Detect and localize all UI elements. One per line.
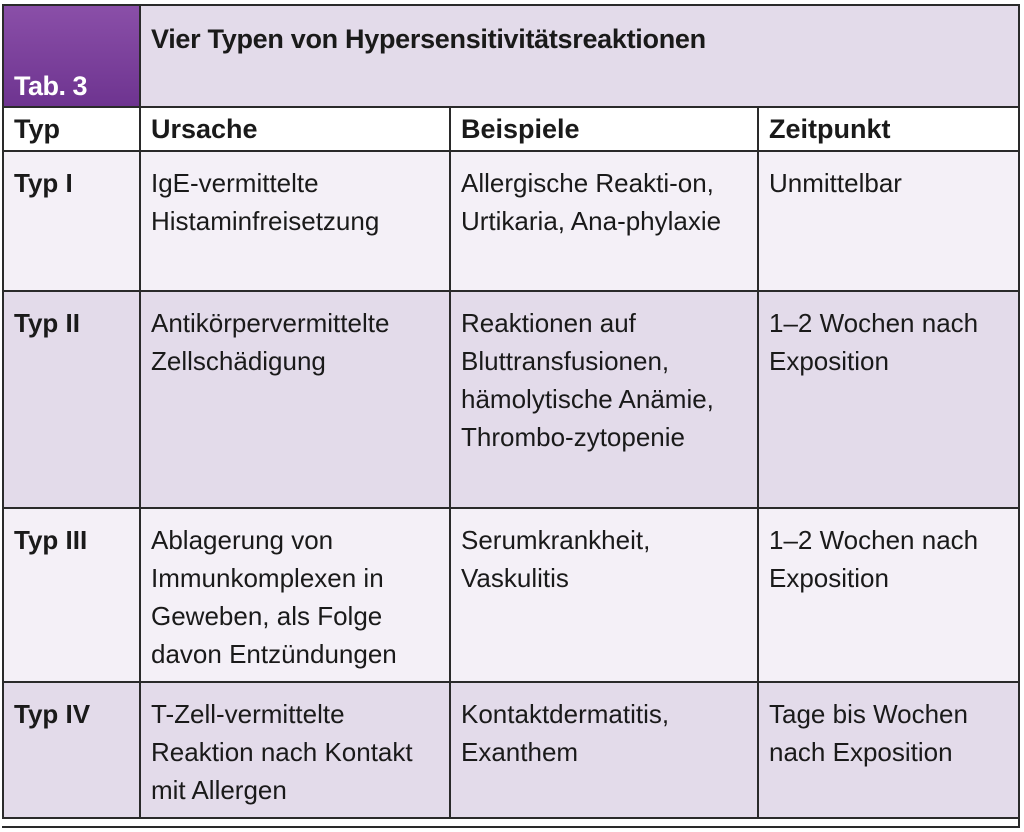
cell-ursache: Antikörpervermittelte Zellschädigung <box>140 291 450 508</box>
cell-typ: Typ IV <box>3 682 140 818</box>
cell-ursache: T-Zell-vermittelte Reaktion nach Kontakt mit Allergen <box>140 682 450 818</box>
table-number-label: Tab. 3 <box>3 5 140 107</box>
cell-zeitpunkt: Tage bis Wochen nach Exposition <box>758 682 1019 818</box>
hypersensitivity-table <box>2 4 1020 819</box>
hypersensitivity-table-container <box>2 4 1020 828</box>
cell-beispiele: Kontaktdermatitis, Exanthem <box>450 682 758 818</box>
table-row <box>3 682 1019 818</box>
table-title-row <box>3 5 1019 107</box>
column-header-beispiele: Beispiele <box>450 107 758 151</box>
cell-beispiele: Reaktionen auf Bluttransfusionen, hämolytische Anämie, Thrombo-zytopenie <box>450 291 758 508</box>
table-row <box>3 291 1019 508</box>
cell-typ: Typ I <box>3 151 140 291</box>
table-title: Vier Typen von Hypersensitivitätsreaktionen <box>140 5 1019 107</box>
cell-zeitpunkt: 1–2 Wochen nach Exposition <box>758 291 1019 508</box>
column-header-zeitpunkt: Zeitpunkt <box>758 107 1019 151</box>
cell-ursache: Ablagerung von Immunkomplexen in Geweben, als Folge davon Entzündungen <box>140 508 450 682</box>
cell-zeitpunkt: 1–2 Wochen nach Exposition <box>758 508 1019 682</box>
table-row <box>3 508 1019 682</box>
column-header-typ: Typ <box>3 107 140 151</box>
table-header-row <box>3 107 1019 151</box>
cell-zeitpunkt: Unmittelbar <box>758 151 1019 291</box>
cell-typ: Typ II <box>3 291 140 508</box>
cell-beispiele: Allergische Reakti-on, Urtikaria, Ana-phylaxie <box>450 151 758 291</box>
cell-ursache: IgE-vermittelte Histaminfreisetzung <box>140 151 450 291</box>
cell-beispiele: Serumkrankheit, Vaskulitis <box>450 508 758 682</box>
table-row <box>3 151 1019 291</box>
cell-typ: Typ III <box>3 508 140 682</box>
column-header-ursache: Ursache <box>140 107 450 151</box>
